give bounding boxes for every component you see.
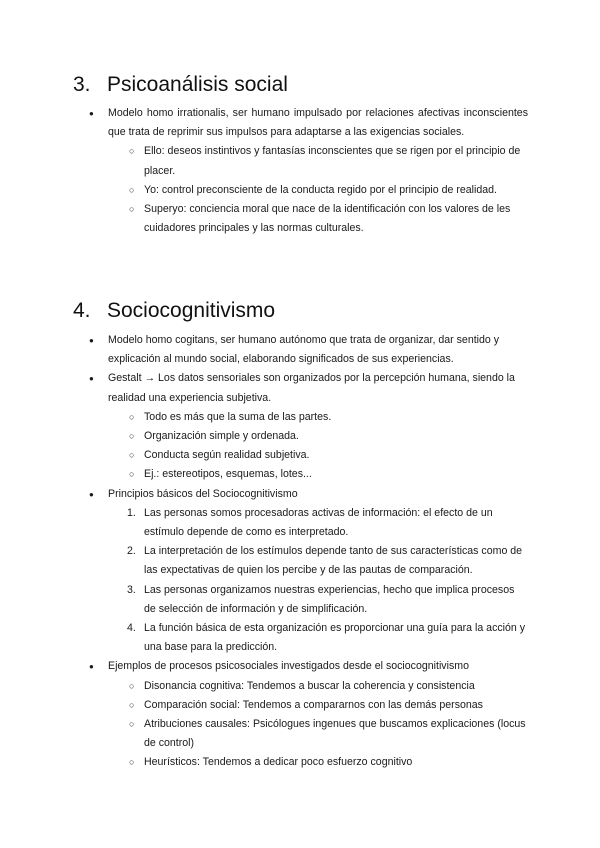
section-4-heading	[73, 298, 275, 324]
numbered-item	[127, 581, 528, 619]
list-item	[89, 369, 528, 407]
list-item-text: Yo: control preconsciente de la conducta regido por el principio de realidad.	[144, 183, 497, 196]
list-item-text: Las personas somos procesadoras activas de información: el efecto de un estímulo depende de como es interpretado.	[144, 506, 493, 539]
list-item	[129, 446, 528, 465]
list-item-text: Gestalt → Los datos sensoriales son organizados por la percepción humana, siendo la realidad una experiencia subjetiva.	[108, 372, 515, 404]
list-item-text: Superyo: conciencia moral que nace de la identificación con los valores de les cuidadores principales y las normas culturales.	[144, 203, 511, 235]
list-item-text: Heurísticos: Tendemos a dedicar poco esfuerzo cognitivo	[144, 756, 413, 769]
list-item-text: Las personas organizamos nuestras experiencias, hecho que implica procesos de selección de información y de simplificación.	[144, 583, 515, 615]
subbullet-marker: ○	[129, 204, 135, 215]
section-3-title: Psicoanálisis social	[107, 73, 288, 96]
list-item	[129, 696, 528, 715]
list-item	[129, 200, 528, 238]
section-4-title: Sociocognitivismo	[107, 299, 276, 322]
section-4-list	[0, 331, 600, 773]
list-item-text: Ejemplos de procesos psicosociales investigados desde el sociocognitivismo	[108, 660, 469, 673]
subbullet-marker: ○	[129, 757, 135, 768]
list-item	[129, 408, 528, 427]
subbullet-marker: ○	[129, 680, 135, 691]
number-marker: 4.	[127, 622, 136, 635]
section-3-list	[0, 104, 600, 238]
list-item	[129, 465, 528, 484]
subbullet-marker: ○	[129, 469, 135, 480]
list-item-text: La interpretación de los estímulos depende tanto de sus características como de las expectativas de quien los percibe y de las pautas de comparación.	[144, 545, 523, 577]
bullet-marker: ●	[89, 374, 94, 384]
number-marker: 2.	[127, 545, 136, 558]
numbered-item	[127, 619, 528, 657]
bullet-marker: ●	[89, 489, 94, 499]
list-item	[89, 331, 528, 369]
list-item-text: Modelo homo cogitans, ser humano autónomo que trata de organizar, dar sentido y explicación al mundo social, elaborando significados de sus experiencias.	[108, 334, 500, 366]
subbullet-marker: ○	[129, 450, 135, 461]
bullet-marker: ●	[89, 109, 94, 118]
list-item	[89, 485, 528, 504]
list-item	[129, 677, 528, 696]
numbered-item	[127, 542, 528, 580]
section-3-number: 3.	[73, 73, 91, 96]
subbullet-marker: ○	[129, 699, 135, 710]
number-marker: 3.	[127, 583, 136, 596]
list-item-text: Ello: deseos instintivos y fantasías inconscientes que se rigen por el principio de placer.	[144, 145, 521, 177]
list-item-text: Todo es más que la suma de las partes.	[144, 410, 332, 423]
bullet-marker: ●	[89, 662, 94, 672]
numbered-item	[127, 504, 528, 542]
subbullet-marker: ○	[129, 719, 135, 730]
list-item	[129, 181, 528, 200]
list-item-text: Organización simple y ordenada.	[144, 430, 299, 443]
bullet-marker: ●	[89, 336, 94, 345]
list-item-text: Conducta según realidad subjetiva.	[144, 449, 310, 462]
list-item-text: Ej.: estereotipos, esquemas, lotes...	[144, 468, 312, 481]
list-item-text: Comparación social: Tendemos a compararnos con las demás personas	[144, 698, 483, 711]
section-4-number: 4.	[73, 299, 91, 322]
subbullet-marker: ○	[129, 146, 135, 157]
list-item-text: Principios básicos del Sociocognitivismo	[108, 487, 298, 500]
list-item	[129, 753, 528, 772]
list-item	[89, 657, 528, 676]
list-item-text: Modelo homo irrationalis, ser humano impulsado por relaciones afectivas inconscientes que trata de reprimir sus impulsos para adaptarse a las exigencias sociales.	[108, 107, 528, 139]
list-item-text: Atribuciones causales: Psicólogues ingenues que buscamos explicaciones (locus de control)	[144, 718, 526, 750]
list-item	[89, 104, 528, 142]
number-marker: 1.	[127, 506, 136, 519]
list-item-text: La función básica de esta organización es proporcionar una guía para la acción y una base para la predicción.	[144, 622, 526, 654]
list-item	[129, 142, 528, 180]
subbullet-marker: ○	[129, 184, 135, 195]
list-item	[129, 715, 528, 753]
list-item	[129, 427, 528, 446]
subbullet-marker: ○	[129, 411, 135, 422]
subbullet-marker: ○	[129, 431, 135, 442]
list-item-text: Disonancia cognitiva: Tendemos a buscar la coherencia y consistencia	[144, 679, 475, 692]
section-3-heading	[73, 72, 288, 98]
